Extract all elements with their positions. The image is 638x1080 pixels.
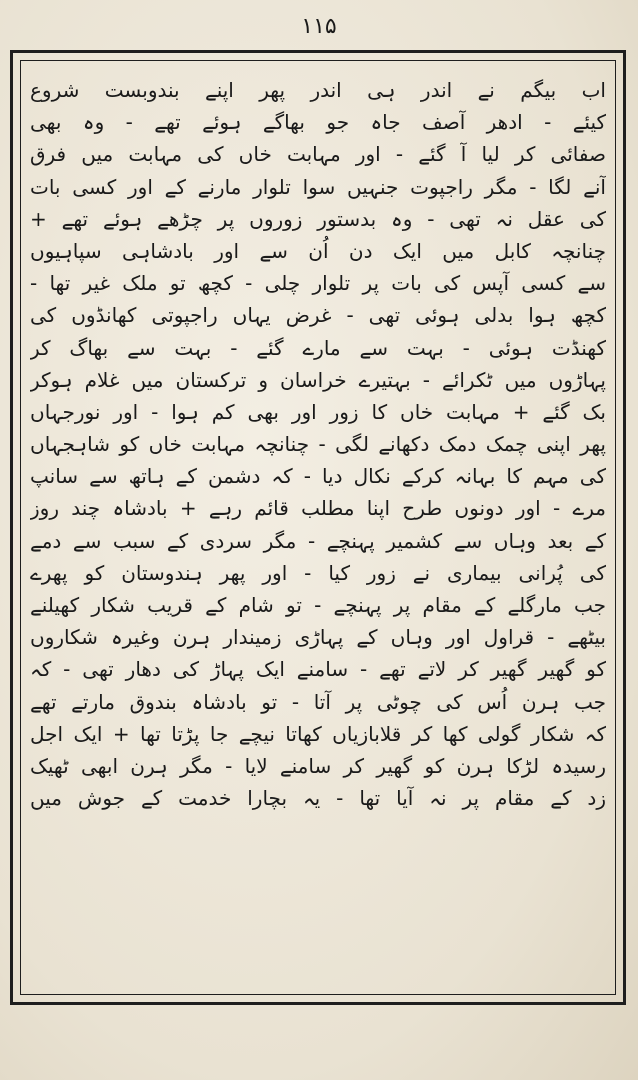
text-line: اب بیگم نے اندر ہی اندر پھر اپنے بندوبست شروع [30,78,606,102]
text-line: کی مہم کا بہانہ کرکے نکال دیا - کہ دشمن کے ہاتھ سے سانپ [30,464,606,489]
text-line: کے بعد وہاں سے کشمیر پہنچے - مگر سردی کے سبب سے دمے [30,528,606,553]
text-line: مرے - اور دونوں طرح اپنا مطلب قائم رہے + بادشاہ چند روز [30,496,606,521]
text-line: بک گئے + مہابت خاں کا زور اور بھی کم ہوا - اور نورجہاں [30,399,606,424]
text-line: کھنڈت ہوئی - بہت سے مارے گئے - بہت سے بھاگ کر [30,335,606,360]
text-line: زد کے مقام پر نہ آیا تھا - یہ بچارا خدمت کے جوش میں [30,786,606,811]
text-line: چنانچہ کابل میں ایک دن اُن سے اور بادشاہی سپاہیوں [30,238,606,263]
text-line: رسیدہ لڑکا ہرن کو گھیر کر سامنے لایا - مگر ہرن ابھی ٹھیک [30,753,606,778]
page-number: ۱۱۵ [301,14,337,39]
text-line: بیٹھے - قراول اور وہاں کے پہاڑی زمیندار ہرن وغیرہ شکاروں [30,625,606,650]
text-line: کی عقل نہ تھی - وہ بدستور زوروں پر چڑھے ہوئے تھے + [30,206,606,231]
text-line: کہ شکار گولی کھا کر قلابازیاں کھاتا نیچے جا پڑتا تھا + ایک اجل [30,721,606,746]
text-line: جب ہرن اُس کی چوٹی پر آتا - تو بادشاہ بندوق مارتے تھے [30,689,606,714]
text-line: کی پُرانی بیماری نے زور کیا - اور پھر ہندوستان کو پھرے [30,560,606,585]
text-line: جب مارگلے کے مقام پر پہنچے - تو شام کے قریب شکار کھیلنے [30,593,606,617]
text-line: کچھ ہوا بدلی ہوئی تھی - غرض یہاں راجپوتی کھانڈوں کی [30,303,606,328]
text-line: پہاڑوں میں ٹکرائے - بہتیرے خراسان و ترکستان میں غلام ہوکر [30,367,606,392]
text-line: کو گھیر گھیر کر لاتے تھے - سامنے ایک پہاڑ کی دھار تھی - کہ [30,657,606,682]
text-line: کیئے - ادھر آصف جاہ جو بھاگے ہوئے تھے - وہ بھی [30,110,606,135]
text-line: آنے لگا - مگر راجپوت جنہیں سوا تلوار مارنے کے اور کسی بات [30,174,606,199]
text-line: سے کسی آپس کی بات پر تلوار چلی - کچھ تو ملک غیر تھا - [30,271,606,296]
text-line: پھر اپنی چمک دمک دکھانے لگی - چنانچہ مہابت خاں کو شاہجہاں [30,432,606,457]
body-text [30,74,606,989]
text-line: صفائی کر لیا آ گئے - اور مہابت خاں کی مہابت میں فرق [30,142,606,167]
